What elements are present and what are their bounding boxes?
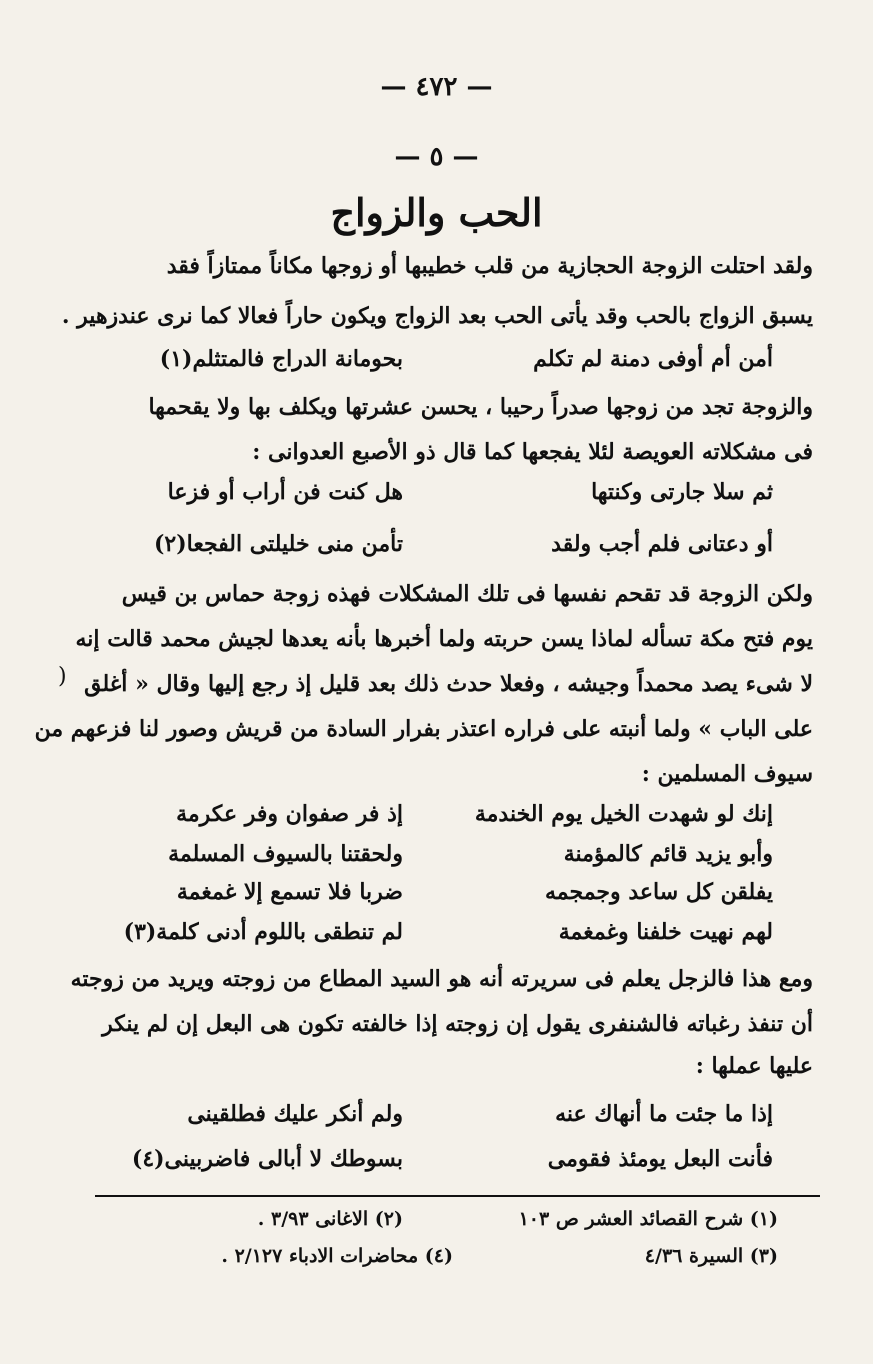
verse-hemistich-left: إذ فر صفوان وفر عكرمة xyxy=(176,801,403,827)
paragraph-line: أن تنفذ رغباته فالشنفرى يقول إن زوجته إذا خالفته تكون هى البعل إن لم ينكر xyxy=(102,1011,813,1037)
verse-hemistich-left: تأمن منى خليلتى الفجعا(٢) xyxy=(154,531,403,557)
verse-hemistich-right: وأبو يزيد قائم كالمؤمنة xyxy=(563,841,773,867)
paragraph-line: والزوجة تجد من زوجها صدراً رحيبا ، يحسن عشرتها ويكلف بها ولا يقحمها xyxy=(148,394,813,420)
verse-hemistich-right: لهم نهيت خلفنا وغمغمة xyxy=(558,919,773,945)
section-title: الحب والزواج xyxy=(330,190,543,235)
paragraph-line: يسبق الزواج بالحب وقد يأتى الحب بعد الزواج ويكون حاراً فعالا كما نرى عندزهير . xyxy=(61,303,813,329)
paragraph-line: سيوف المسلمين : xyxy=(641,761,813,787)
page-number: — ٤٧٢ — xyxy=(380,72,493,102)
paragraph-line: لا شىء يصد محمداً وجيشه ، وفعلا حدث ذلك بعد قليل إذ رجع إليها وقال « أغلق xyxy=(84,671,813,697)
verse-hemistich-left: بحومانة الدراج فالمتثلم(١) xyxy=(159,346,403,372)
footnote: (١) شرح القصائد العشر ص ١٠٣ xyxy=(518,1208,778,1230)
paragraph-line: فى مشكلاته العويصة لئلا يفجعها كما قال ذو الأصبع العدوانى : xyxy=(252,439,813,465)
verse-hemistich-right: أو دعتانى فلم أجب ولقد xyxy=(551,531,773,557)
paragraph-line: يوم فتح مكة تسأله لماذا يسن حربته ولما أخبرها بأنه يعدها لجيش محمد قالت إنه xyxy=(75,626,813,652)
footnote: (٣) السيرة ٤/٣٦ xyxy=(644,1245,778,1267)
verse-hemistich-left: بسوطك لا أبالى فاضربينى(٤) xyxy=(131,1146,403,1172)
verse-hemistich-right: يفلقن كل ساعد وجمجمه xyxy=(545,879,773,905)
paragraph-line: ومع هذا فالزجل يعلم فى سريرته أنه هو السيد المطاع من زوجته ويريد من زوجته xyxy=(70,966,813,992)
paragraph-line: عليها عملها : xyxy=(695,1053,813,1079)
verse-hemistich-right: أمن أم أوفى دمنة لم تكلم xyxy=(533,346,773,372)
verse-hemistich-right: فأنت البعل يومئذ فقومى xyxy=(547,1146,773,1172)
footnote: (٢) الاغانى ٣/٩٣ . xyxy=(257,1208,403,1230)
verse-hemistich-right: إذا ما جئت ما أنهاك عنه xyxy=(555,1101,773,1127)
paragraph-line: على الباب » ولما أنبته على فراره اعتذر بفرار السادة من قريش وصور لنا فزعهم من xyxy=(34,716,813,742)
paragraph-line: ولقد احتلت الزوجة الحجازية من قلب خطيبها أو زوجها مكاناً ممتازاً فقد xyxy=(166,253,813,279)
verse-hemistich-left: لم تنطقى باللوم أدنى كلمة(٣) xyxy=(123,919,403,945)
verse-hemistich-left: ضربا فلا تسمع إلا غمغمة xyxy=(176,879,403,905)
footnote-divider xyxy=(95,1195,820,1197)
verse-hemistich-left: ولم أنكر عليك فطلقينى xyxy=(187,1101,403,1127)
margin-bracket-mark: ( xyxy=(58,664,67,689)
footnote: (٤) محاضرات الادباء ٢/١٢٧ . xyxy=(221,1245,453,1267)
verse-hemistich-right: ثم سلا جارتى وكنتها xyxy=(591,479,773,505)
section-number: — ٥ — xyxy=(394,142,479,172)
verse-hemistich-right: إنك لو شهدت الخيل يوم الخندمة xyxy=(474,801,773,827)
verse-hemistich-left: هل كنت فن أراب أو فزعا xyxy=(167,479,403,505)
verse-hemistich-left: ولحقتنا بالسيوف المسلمة xyxy=(168,841,403,867)
paragraph-line: ولكن الزوجة قد تقحم نفسها فى تلك المشكلات فهذه زوجة حماس بن قيس xyxy=(121,581,813,607)
